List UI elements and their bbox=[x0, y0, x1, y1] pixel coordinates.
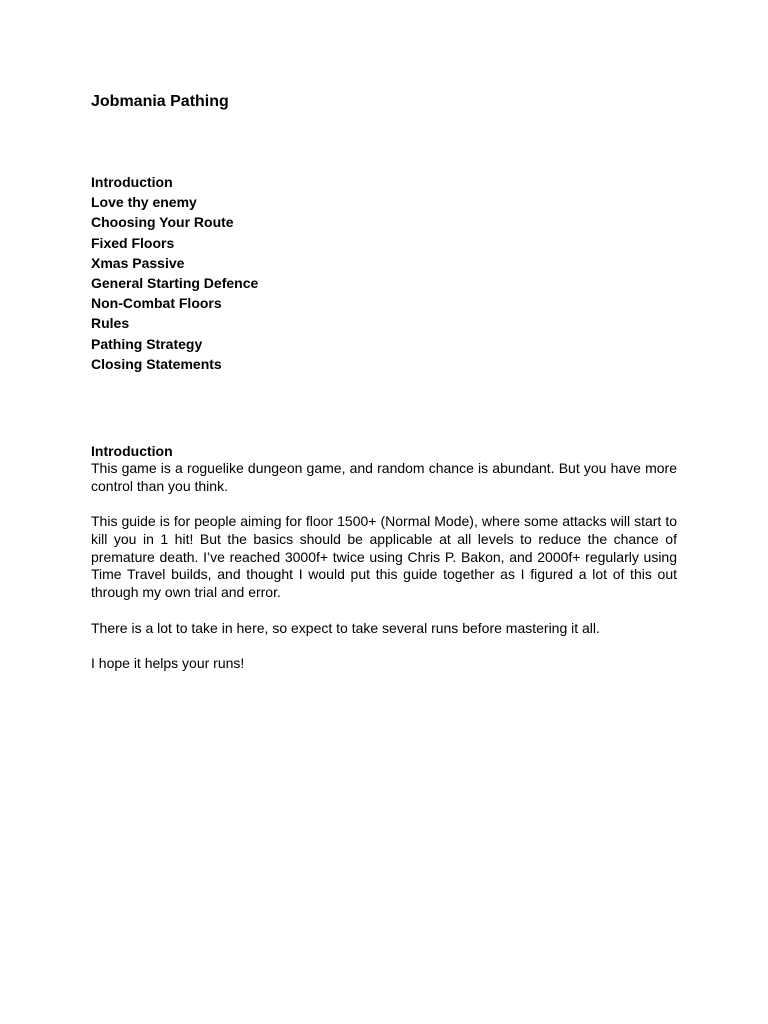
toc-item-rules[interactable]: Rules bbox=[91, 315, 130, 332]
toc-item-love-thy-enemy[interactable]: Love thy enemy bbox=[91, 194, 197, 211]
toc-item-xmas-passive[interactable]: Xmas Passive bbox=[91, 254, 185, 271]
toc-item-fixed-floors[interactable]: Fixed Floors bbox=[91, 234, 175, 251]
paragraph: I hope it helps your runs! bbox=[91, 654, 245, 671]
toc-item-pathing-strategy[interactable]: Pathing Strategy bbox=[91, 335, 203, 352]
table-of-contents bbox=[91, 172, 258, 374]
paragraph: This guide is for people aiming for floor 1500+ (Normal Mode), where some attacks will start to kill you in 1 hit! But the basics should be applicable at all levels to reduce the chance of premature death. I’ve reached 3000f+ twice using Chris P. Bakon, and 2000f+ regularly using Time Travel builds, and thought I would put this guide together as I figured a lot of this out through my own trial and error. bbox=[91, 513, 677, 601]
toc-item-closing-statements[interactable]: Closing Statements bbox=[91, 355, 222, 372]
paragraph: There is a lot to take in here, so expect to take several runs before mastering it all. bbox=[91, 619, 600, 636]
toc-item-choosing-your-route[interactable]: Choosing Your Route bbox=[91, 214, 234, 231]
toc-item-introduction[interactable]: Introduction bbox=[91, 174, 173, 190]
section-heading: Introduction bbox=[91, 443, 173, 459]
toc-item-non-combat-floors[interactable]: Non-Combat Floors bbox=[91, 295, 222, 312]
toc-item-general-starting-defence[interactable]: General Starting Defence bbox=[91, 275, 259, 292]
introduction-section bbox=[91, 442, 677, 690]
document-title: Jobmania Pathing bbox=[91, 93, 229, 110]
paragraph: This game is a roguelike dungeon game, and random chance is abundant. But you have more control than you think. bbox=[91, 460, 677, 494]
